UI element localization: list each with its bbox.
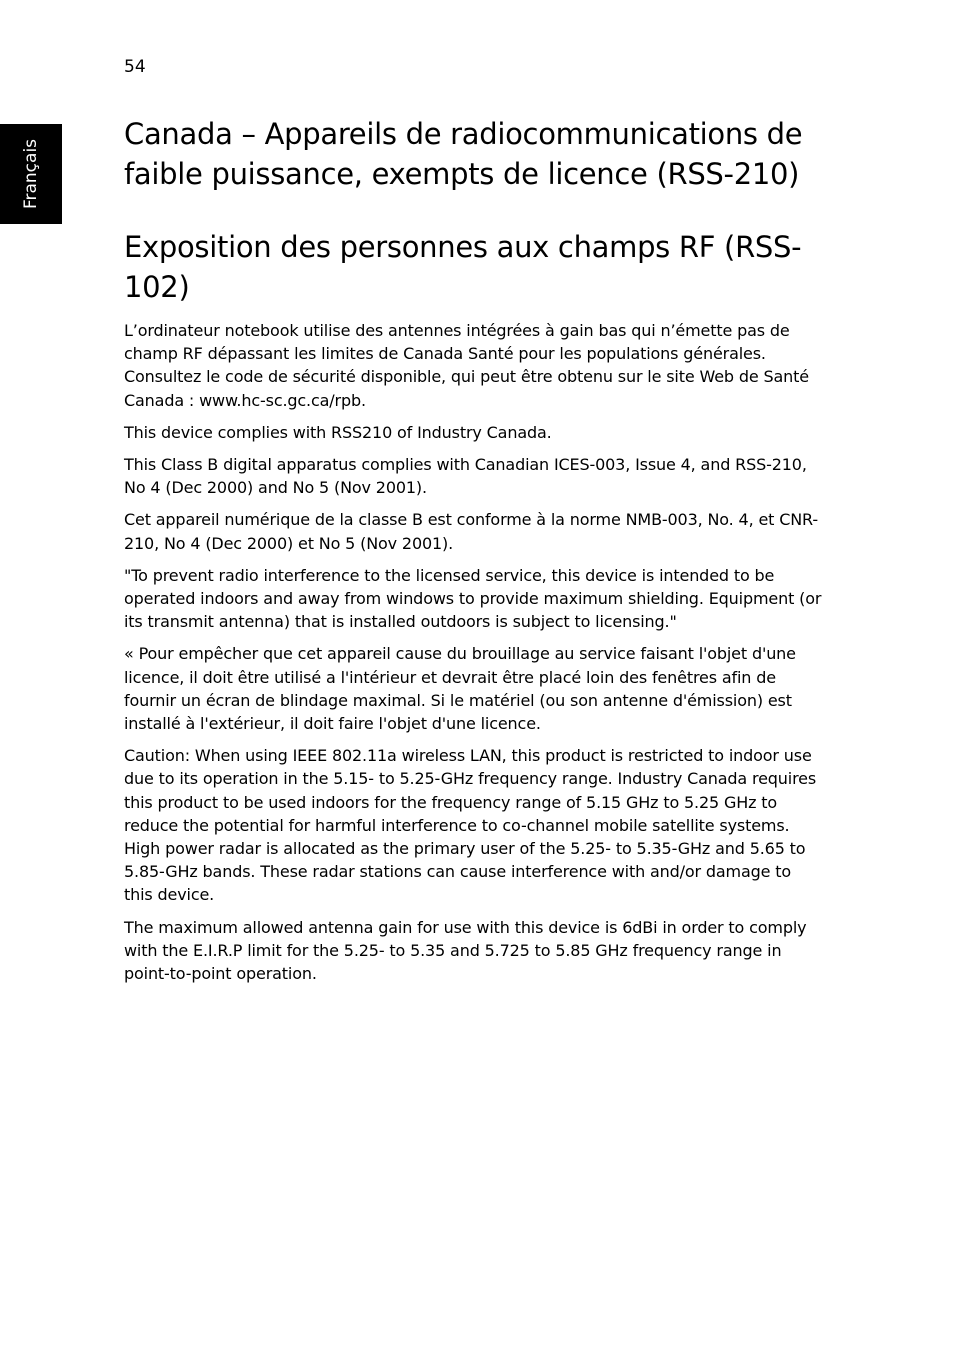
language-tab xyxy=(0,124,62,224)
paragraph-interference-english: "To prevent radio interference to the licensed service, this device is intended to be operated indoors and away from windows to provide maximum shielding. Equipment (or its transmit antenna) that is installed outdoors is subject to licensing." xyxy=(124,565,822,632)
page-number: 54 xyxy=(124,57,146,77)
body-text xyxy=(124,319,824,985)
paragraph-caution-wireless-lan: Caution: When using IEEE 802.11a wireless LAN, this product is restricted to indoor use due to its operation in the 5.15- to 5.25-GHz frequency range. Industry Canada requires this product to be used indoors for the frequency range of 5.15 GHz to 5.25 GHz to reduce the potential for harmful interference to co-channel mobile satellite systems. High power radar is allocated as the primary user of the 5.25- to 5.35-GHz and 5.65 to 5.85-GHz bands. These radar stations can cause interference with and/or damage to this device. xyxy=(124,746,817,905)
paragraph-interference-french: « Pour empêcher que cet appareil cause du brouillage au service faisant l'objet d'une licence, il doit être utilisé a l'intérieur et devrait être placé loin des fenêtres afin de fournir un écran de blindage maximal. Si le matériel (ou son antenne d'émission) est installé à l'extérieur, il doit faire l'objet d'une licence. xyxy=(124,644,796,734)
language-tab-label: Français xyxy=(21,138,41,210)
paragraph-rss210-compliance: This device complies with RSS210 of Industry Canada. xyxy=(124,422,552,442)
section-heading-rss-102: Exposition des personnes aux champs RF (RSS-102) xyxy=(124,230,802,304)
paragraph-antenna-gain: The maximum allowed antenna gain for use with this device is 6dBi in order to comply with the E.I.R.P limit for the 5.25- to 5.35 and 5.725 to 5.85 GHz frequency range in point-to-point operation. xyxy=(124,917,807,984)
section-heading-rss-210: Canada – Appareils de radiocommunications de faible puissance, exempts de licence (RSS-210) xyxy=(124,117,803,191)
page-content xyxy=(124,114,824,994)
paragraph-class-b-english: This Class B digital apparatus complies with Canadian ICES-003, Issue 4, and RSS-210, No 4 (Dec 2000) and No 5 (Nov 2001). xyxy=(124,455,807,498)
paragraph-antennas: L’ordinateur notebook utilise des antennes intégrées à gain bas qui n’émette pas de champ RF dépassant les limites de Canada Santé pour les populations générales. Consultez le code de sécurité disponible, qui peut être obtenu sur le site Web de Santé Canada : www.hc-sc.gc.ca/rpb. xyxy=(124,321,809,410)
paragraph-class-b-french: Cet appareil numérique de la classe B est conforme à la norme NMB-003, No. 4, et CNR-210, No 4 (Dec 2000) et No 5 (Nov 2001). xyxy=(124,510,818,553)
